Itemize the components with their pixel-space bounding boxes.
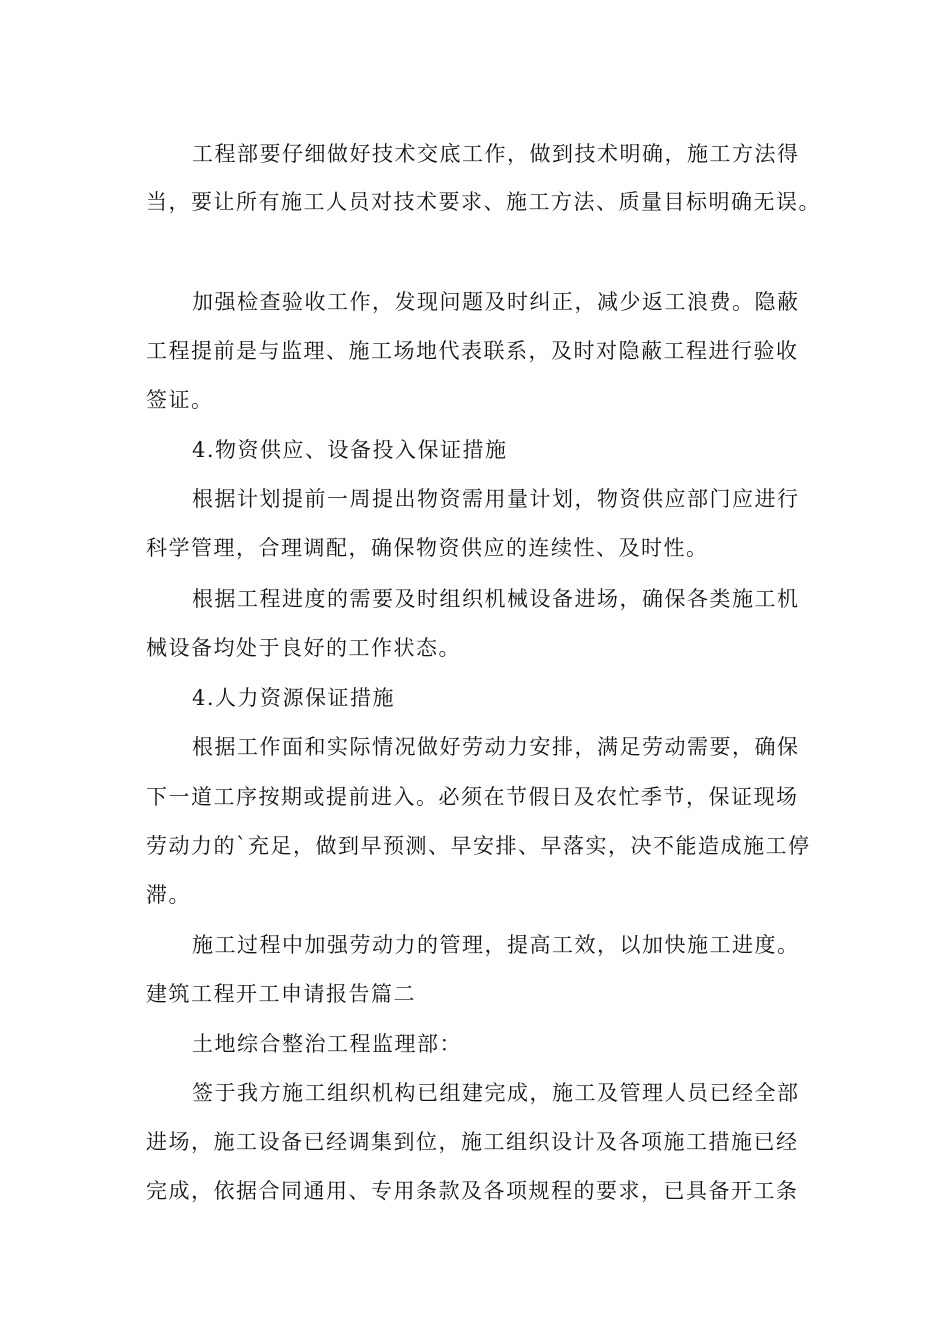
paragraph-line: 科学管理，合理调配，确保物资供应的连续性、及时性。 (146, 536, 709, 560)
paragraph-line: 签于我方施工组织机构已组建完成，施工及管理人员已经全部 (192, 1081, 800, 1105)
addressee-line: 土地综合整治工程监理部： (192, 1032, 462, 1056)
paragraph-line: 工程部要仔细做好技术交底工作，做到技术明确，施工方法得 (192, 142, 800, 166)
paragraph-line: 工程提前是与监理、施工场地代表联系，及时对隐蔽工程进行验收 (146, 339, 799, 363)
section-heading: 4.人力资源保证措施 (192, 686, 396, 710)
paragraph-line: 劳动力的`充足，做到早预测、早安排、早落实，决不能造成施工停 (146, 834, 811, 858)
paragraph-line: 当，要让所有施工人员对技术要求、施工方法、质量目标明确无误。 (146, 190, 821, 214)
paragraph-line: 签证。 (146, 388, 214, 412)
section-heading: 4.物资供应、设备投入保证措施 (192, 438, 508, 462)
paragraph-line: 施工过程中加强劳动力的管理，提高工效，以加快施工进度。 (192, 933, 800, 957)
paragraph-line: 根据计划提前一周提出物资需用量计划，物资供应部门应进行 (192, 487, 800, 511)
paragraph-line: 加强检查验收工作，发现问题及时纠正，减少返工浪费。隐蔽 (192, 290, 800, 314)
paragraph-line: 滞。 (146, 883, 191, 907)
paragraph-line: 根据工程进度的需要及时组织机械设备进场，确保各类施工机 (192, 587, 800, 611)
paragraph-line: 根据工作面和实际情况做好劳动力安排，满足劳动需要，确保 (192, 735, 800, 759)
paragraph-line: 下一道工序按期或提前进入。必须在节假日及农忙季节，保证现场 (146, 785, 799, 809)
paragraph-line: 完成，依据合同通用、专用条款及各项规程的要求，已具备开工条 (146, 1179, 799, 1203)
paragraph-line: 进场，施工设备已经调集到位，施工组织设计及各项施工措施已经 (146, 1130, 799, 1154)
document-title: 建筑工程开工申请报告篇二 (146, 982, 416, 1006)
paragraph-line: 械设备均处于良好的工作状态。 (146, 636, 461, 660)
